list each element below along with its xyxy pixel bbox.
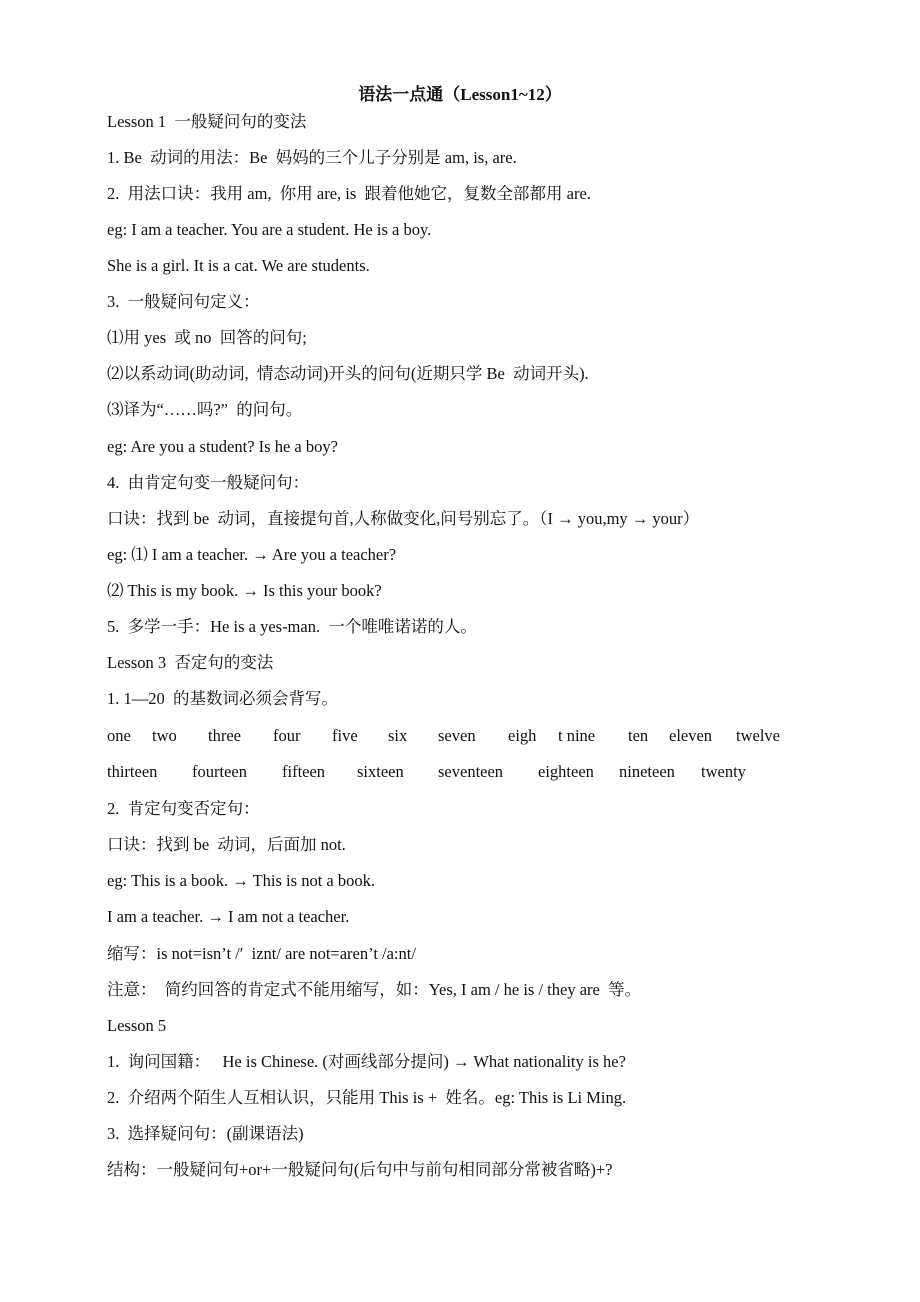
number-word: eigh — [508, 726, 537, 745]
number-word: six — [388, 726, 408, 745]
text-line: 1. 1—20 的基数词必须会背写。 — [107, 689, 338, 708]
lesson-3-heading: Lesson 3 否定句的变法 — [107, 653, 274, 672]
number-word: fourteen — [192, 762, 247, 781]
text-line: 2. 肯定句变否定句： — [107, 799, 260, 818]
example-line: I am a teacher. → I am not a teacher. — [107, 907, 350, 926]
text-line: 缩写：is not=isn’t /′ iznt/ are not=aren’t /a:nt/ — [107, 944, 416, 963]
number-word: four — [273, 726, 301, 745]
lesson-5-heading: Lesson 5 — [107, 1016, 167, 1035]
example-line: ⑵ This is my book. → Is this your book? — [107, 581, 382, 600]
text-line: ⑶译为“……吗?” 的问句。 — [107, 400, 303, 419]
text-line: 4. 由肯定句变一般疑问句： — [107, 473, 310, 492]
number-word: seventeen — [438, 762, 504, 781]
number-word: ten — [628, 726, 649, 745]
number-words-row-1 — [107, 726, 807, 748]
mnemonic-line: 口诀：找到 be 动词，后面加 not. — [107, 835, 346, 854]
number-word: sixteen — [357, 762, 404, 781]
text-line: 3. 选择疑问句：(副课语法) — [107, 1124, 304, 1143]
mnemonic-line: 口诀：找到 be 动词，直接提句首,人称做变化,问号别忘了。（I → you,my → your） — [107, 509, 700, 528]
number-word: twenty — [701, 762, 746, 781]
example-line: eg: This is a book. → This is not a book. — [107, 871, 375, 890]
number-word: seven — [438, 726, 476, 745]
example-line: eg: ⑴ I am a teacher. → Are you a teacher? — [107, 545, 397, 564]
document-title: 语法一点通（Lesson1~12） — [358, 85, 562, 104]
example-line: She is a girl. It is a cat. We are students. — [107, 256, 370, 275]
number-word: two — [152, 726, 177, 745]
number-word: twelve — [736, 726, 780, 745]
text-line: 注意： 简约回答的肯定式不能用缩写，如：Yes, I am / he is / they are 等。 — [107, 980, 642, 999]
number-word: t nine — [558, 726, 596, 745]
text-line: 2. 用法口诀：我用 am, 你用 are, is 跟着他她它，复数全部都用 are. — [107, 184, 591, 203]
number-word: thirteen — [107, 762, 158, 781]
number-word: fifteen — [282, 762, 326, 781]
text-line: 3. 一般疑问句定义： — [107, 292, 260, 311]
text-line: 5. 多学一手：He is a yes-man. 一个唯唯诺诺的人。 — [107, 617, 477, 636]
number-word: five — [332, 726, 358, 745]
example-line: eg: I am a teacher. You are a student. He is a boy. — [107, 220, 432, 239]
text-line: 1. 询问国籍： He is Chinese. (对画线部分提问) → What nationality is he? — [107, 1052, 626, 1071]
text-line: 1. Be 动词的用法：Be 妈妈的三个儿子分别是 am, is, are. — [107, 148, 517, 167]
number-word: eighteen — [538, 762, 594, 781]
number-word: eleven — [669, 726, 713, 745]
example-line: eg: Are you a student? Is he a boy? — [107, 437, 338, 456]
number-word: nineteen — [619, 762, 675, 781]
number-word: one — [107, 726, 131, 745]
number-word: three — [208, 726, 241, 745]
number-words-row-2 — [107, 762, 807, 784]
text-line: ⑴用 yes 或 no 回答的问句; — [107, 328, 307, 347]
text-line: 结构：一般疑问句+or+一般疑问句(后句中与前句相同部分常被省略)+? — [107, 1160, 613, 1179]
text-line: 2. 介绍两个陌生人互相认识，只能用 This is + 姓名。eg: This is Li Ming. — [107, 1088, 627, 1107]
text-line: ⑵以系动词(助动词, 情态动词)开头的问句(近期只学 Be 动词开头). — [107, 364, 589, 383]
lesson-1-heading: Lesson 1 一般疑问句的变法 — [107, 112, 307, 131]
